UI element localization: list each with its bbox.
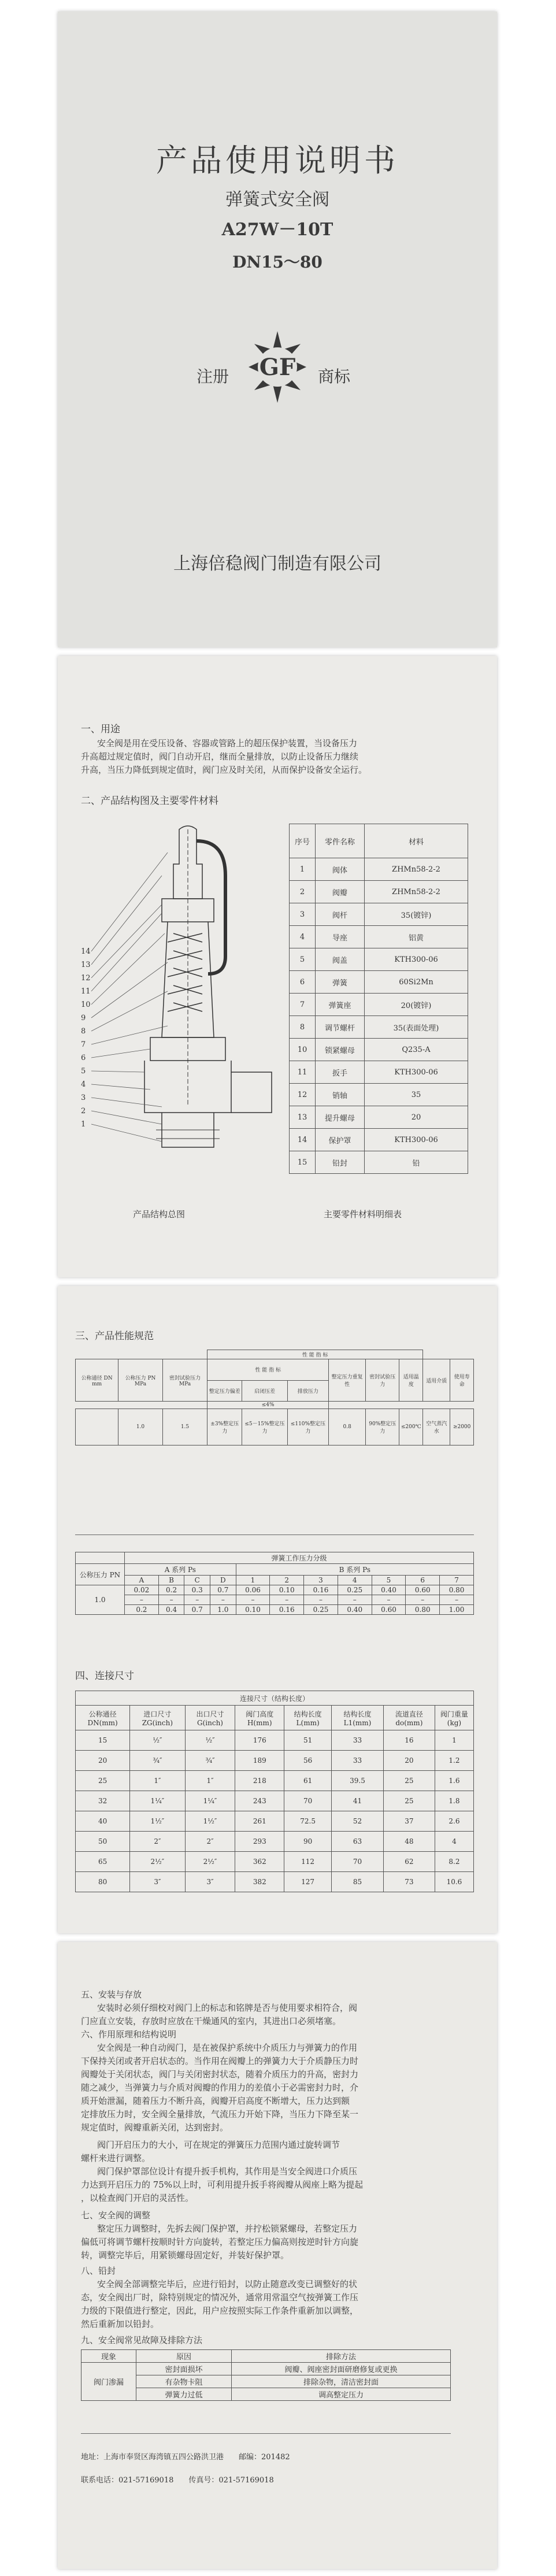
spring-low-cell: 0.16 — [304, 1585, 338, 1595]
performance-table — [75, 1350, 474, 1445]
dim-col-header: 公称通径 DN(mm) — [76, 1706, 130, 1730]
page-installation — [58, 1942, 497, 2569]
spring-low-cell: 0.02 — [125, 1585, 159, 1595]
spring-col: 7 — [440, 1576, 474, 1585]
dim-cell: 25 — [76, 1771, 130, 1791]
diagram-number: 6 — [81, 1054, 86, 1062]
logo-text: GF — [259, 354, 296, 381]
dim-cell: 1.2 — [435, 1751, 473, 1771]
parts-cell: 铝黄 — [365, 926, 468, 948]
dim-cell: 10.6 — [435, 1872, 473, 1892]
parts-cell: 调节螺杆 — [316, 1016, 365, 1039]
fault-col-header: 原因 — [136, 2350, 232, 2363]
spring-high-cell: 0.16 — [270, 1605, 304, 1615]
fault-remedy: 调高整定压力 — [232, 2388, 451, 2401]
dim-row — [76, 1852, 474, 1872]
perf-cell — [76, 1409, 118, 1445]
dim-row — [76, 1730, 474, 1751]
spring-high-cell: 0.4 — [158, 1605, 184, 1615]
perf-col: 整定压力重复性 — [329, 1359, 366, 1402]
perf-col: 整定压力偏差 — [207, 1380, 242, 1402]
series-b-label: B 系列 Ps — [236, 1564, 473, 1576]
fault-col-header: 现象 — [81, 2350, 136, 2363]
dim-row — [76, 1791, 474, 1811]
dim-cell: 51 — [284, 1730, 332, 1751]
page-performance — [58, 1286, 497, 1933]
section-6-line: 螺杆来进行调整。 — [81, 2153, 151, 2163]
dim-cell: 70 — [332, 1852, 384, 1872]
dim-cell: 2.6 — [435, 1811, 473, 1832]
dim-cell: 33 — [332, 1730, 384, 1751]
parts-col-header: 序号 — [290, 824, 316, 858]
parts-cell: Q235-A — [365, 1039, 468, 1061]
section-1-line: 升高超过规定值时，阀门自动开启，继而全量排放，以防止设备压力继续 — [81, 751, 359, 762]
parts-cell: 提升螺母 — [316, 1106, 365, 1129]
parts-cell: 15 — [290, 1151, 316, 1174]
diagram-number: 8 — [81, 1027, 86, 1036]
dimension-table-title: 连接尺寸（结构长度） — [76, 1691, 474, 1706]
perf-sub-extra: ≤4% — [207, 1402, 329, 1409]
parts-cell: 弹簧座 — [316, 994, 365, 1016]
dim-cell: 20 — [76, 1751, 130, 1771]
perf-cell: 1.5 — [162, 1409, 207, 1445]
dim-col-header: 结构长度 L1(mm) — [332, 1706, 384, 1730]
dim-cell: 1¼″ — [185, 1791, 235, 1811]
dim-cell: 48 — [383, 1832, 435, 1852]
dim-cell: 25 — [383, 1791, 435, 1811]
parts-cell: 保护罩 — [316, 1129, 365, 1151]
diagram-number: 12 — [81, 974, 91, 983]
section-8-title: 八、铅封 — [81, 2266, 116, 2276]
spring-col: 2 — [270, 1576, 304, 1585]
spring-dash: – — [406, 1595, 440, 1605]
section-6-line: ，以检查阀门开启的灵活性。 — [81, 2193, 194, 2203]
perf-col: 适用介质 — [423, 1359, 450, 1402]
dim-row — [76, 1751, 474, 1771]
spring-low-cell: 0.40 — [372, 1585, 406, 1595]
dim-row — [76, 1832, 474, 1852]
dim-cell: 90 — [284, 1832, 332, 1852]
section-5-title: 五、安装与存放 — [81, 1989, 142, 2000]
dim-cell: 20 — [383, 1751, 435, 1771]
parts-row — [290, 1039, 468, 1061]
parts-cell: 阀杆 — [316, 903, 365, 926]
divider — [81, 2433, 451, 2434]
parts-cell: 60Si2Mn — [365, 971, 468, 994]
spring-dash: – — [210, 1595, 236, 1605]
dim-cell: 39.5 — [332, 1771, 384, 1791]
spring-low-cell: 0.3 — [184, 1585, 210, 1595]
spring-low-cell: 0.06 — [236, 1585, 270, 1595]
spring-high-cell: 0.60 — [372, 1605, 406, 1615]
diagram-number: 9 — [81, 1014, 86, 1022]
perf-col: 密封试验压力 — [366, 1359, 399, 1402]
spring-low-cell: 0.2 — [158, 1585, 184, 1595]
dim-cell: 1¼″ — [130, 1791, 185, 1811]
dim-cell: 1.6 — [435, 1771, 473, 1791]
dim-cell: 3″ — [185, 1872, 235, 1892]
spring-dash: – — [304, 1595, 338, 1605]
fault-cause: 密封面损坏 — [136, 2363, 232, 2375]
dim-cell: 37 — [383, 1811, 435, 1832]
parts-row — [290, 1106, 468, 1129]
section-1-line: 升高，当压力降低到规定值时，阀门应及时关闭，从而保护设备安全运行。 — [81, 765, 368, 775]
dim-cell: 8.2 — [435, 1852, 473, 1872]
dim-cell: 112 — [284, 1852, 332, 1872]
parts-cell: ZHMn58-2-2 — [365, 881, 468, 903]
cover-company: 上海倍稳阀门制造有限公司 — [173, 554, 381, 574]
perf-cell: 空气蒸汽水 — [423, 1409, 450, 1445]
section-6-line: 规定值时，阀瓣重新关闭，达到密封。 — [81, 2122, 229, 2133]
section-1-title: 一、用途 — [81, 724, 120, 735]
perf-col: 启闭压差 — [242, 1380, 288, 1402]
parts-col-header: 材料 — [365, 824, 468, 858]
parts-cell: 35(镀锌) — [365, 903, 468, 926]
section-6-line: 力达到开启压力的 75%以上时，可利用提升扳手将阀瓣从阀座上略为提起 — [81, 2180, 364, 2190]
fault-table — [81, 2349, 451, 2401]
fault-col-header: 排除方法 — [232, 2350, 451, 2363]
parts-row — [290, 1016, 468, 1039]
dim-row — [76, 1872, 474, 1892]
dim-cell: 1.8 — [435, 1791, 473, 1811]
dim-col-header: 出口尺寸 G(inch) — [185, 1706, 235, 1730]
address: 地址：上海市奉贤区海湾镇五四公路洪卫港 邮编：201482 — [81, 2453, 290, 2462]
dim-cell: 1½″ — [185, 1811, 235, 1832]
dim-cell: 1½″ — [130, 1811, 185, 1832]
dim-cell: 1″ — [185, 1771, 235, 1791]
parts-cell: 铅封 — [316, 1151, 365, 1174]
perf-header-main: 性 能 指 标 — [207, 1350, 423, 1359]
diagram-number: 4 — [81, 1080, 86, 1089]
perf-cell: 1.0 — [118, 1409, 162, 1445]
parts-table-caption: 主要零件材料明细表 — [324, 1209, 402, 1220]
dim-cell: ¾″ — [130, 1751, 185, 1771]
valve-structure-drawing — [81, 818, 301, 1188]
parts-cell: 阀盖 — [316, 948, 365, 971]
parts-cell: 11 — [290, 1061, 316, 1084]
spring-col: 1 — [236, 1576, 270, 1585]
parts-cell: 1 — [290, 858, 316, 881]
dim-cell: 85 — [332, 1872, 384, 1892]
parts-col-header: 零件名称 — [316, 824, 365, 858]
cover-registered: 注册 — [197, 367, 229, 386]
perf-cell: ≤110%整定压力 — [287, 1409, 328, 1445]
section-6-line: 质开始泄漏，随着压力不断升高，阀瓣开启高度不断增大，压力达到额 — [81, 2096, 350, 2106]
dim-cell: 218 — [235, 1771, 284, 1791]
parts-cell: 3 — [290, 903, 316, 926]
dim-col-header: 进口尺寸 ZG(inch) — [130, 1706, 185, 1730]
dim-cell: 50 — [76, 1832, 130, 1852]
dim-cell: 70 — [284, 1791, 332, 1811]
spring-low-cell: 0.10 — [270, 1585, 304, 1595]
dim-cell: 176 — [235, 1730, 284, 1751]
parts-row — [290, 1151, 468, 1174]
spring-dash: – — [270, 1595, 304, 1605]
cover-model: A27W－10T — [221, 220, 333, 240]
parts-cell: 12 — [290, 1084, 316, 1106]
section-5-line: 安装时必须仔细校对阀门上的标志和铭牌是否与使用要求相符合，阀 — [97, 2003, 358, 2013]
parts-cell: 6 — [290, 971, 316, 994]
parts-cell: 7 — [290, 994, 316, 1016]
fault-phenomenon: 阀门渗漏 — [81, 2363, 136, 2401]
parts-row — [290, 881, 468, 903]
perf-cell: 90%整定压力 — [366, 1409, 399, 1445]
section-6-line: 安全阀是一种自动阀门，是在被保护系统中介质压力与弹簧力的作用 — [97, 2043, 358, 2053]
diagram-number: 10 — [81, 1000, 91, 1009]
dim-cell: 80 — [76, 1872, 130, 1892]
spring-col: 4 — [338, 1576, 372, 1585]
parts-row — [290, 1061, 468, 1084]
spring-low-cell: 0.80 — [440, 1585, 474, 1595]
dim-cell: 62 — [383, 1852, 435, 1872]
fault-cause: 有杂物卡阻 — [136, 2375, 232, 2388]
dim-cell: 41 — [332, 1791, 384, 1811]
parts-cell: 销轴 — [316, 1084, 365, 1106]
parts-table — [289, 824, 468, 1174]
spring-dash: – — [372, 1595, 406, 1605]
perf-cell: 0.8 — [329, 1409, 366, 1445]
dim-cell: 382 — [235, 1872, 284, 1892]
dim-cell: 40 — [76, 1811, 130, 1832]
section-2-title: 二、产品结构图及主要零件材料 — [81, 795, 218, 807]
spring-low-cell: 0.25 — [338, 1585, 372, 1595]
fault-remedy: 排除杂物，清洁密封面 — [232, 2375, 451, 2388]
diagram-caption: 产品结构总图 — [133, 1209, 186, 1220]
section-6-line: 随之减少，当弹簧力与介质对阀瓣的作用力的差值小于必需密封力时，介 — [81, 2082, 359, 2093]
parts-row — [290, 948, 468, 971]
spring-dash: – — [158, 1595, 184, 1605]
perf-col: 公称压力 PN MPa — [118, 1359, 162, 1402]
dim-cell: 2½″ — [185, 1852, 235, 1872]
section-7-line: 偏低可将调节螺杆按顺时针方向旋转，若整定压力偏高则按逆时针方向旋 — [81, 2237, 359, 2247]
perf-col: 排放压力 — [287, 1380, 328, 1402]
dim-cell: 3″ — [130, 1872, 185, 1892]
diagram-number: 5 — [81, 1067, 86, 1076]
diagram-number: 14 — [81, 947, 91, 956]
parts-cell: 铅 — [365, 1151, 468, 1174]
parts-cell: 弹簧 — [316, 971, 365, 994]
spring-dash: – — [236, 1595, 270, 1605]
spring-col: B — [158, 1576, 184, 1585]
perf-cell: ≤5－15%整定压力 — [242, 1409, 288, 1445]
parts-row — [290, 971, 468, 994]
perf-cell: ±3%整定压力 — [207, 1409, 242, 1445]
parts-row — [290, 994, 468, 1016]
section-6-title: 六、作用原理和结构说明 — [81, 2029, 177, 2040]
parts-row — [290, 1129, 468, 1151]
spring-col: C — [184, 1576, 210, 1585]
dim-cell: 33 — [332, 1751, 384, 1771]
spring-col: 3 — [304, 1576, 338, 1585]
spring-low-cell: 0.7 — [210, 1585, 236, 1595]
section-6-line: 下保持关闭或者开启状态的。当作用在阀瓣上的弹簧力大于介质静压力时 — [81, 2056, 359, 2066]
spring-high-cell: 1.0 — [210, 1605, 236, 1615]
spring-high-cell: 0.2 — [125, 1605, 159, 1615]
perf-col: 密封试验压力 MPa — [162, 1359, 207, 1402]
dim-cell: 52 — [332, 1811, 384, 1832]
spring-col: D — [210, 1576, 236, 1585]
parts-cell: 锁紧螺母 — [316, 1039, 365, 1061]
dim-cell: 56 — [284, 1751, 332, 1771]
cover-trademark: 商标 — [318, 367, 351, 386]
parts-row — [290, 903, 468, 926]
spring-high-cell: 1.00 — [440, 1605, 474, 1615]
dim-cell: 16 — [383, 1730, 435, 1751]
dim-cell: 362 — [235, 1852, 284, 1872]
dim-cell: 243 — [235, 1791, 284, 1811]
cover-subtitle: 弹簧式安全阀 — [225, 190, 329, 210]
dim-row — [76, 1771, 474, 1791]
perf-header-sub: 性 能 指 标 — [207, 1359, 329, 1381]
fault-cause: 弹簧力过低 — [136, 2388, 232, 2401]
spring-pn-value: 1.0 — [76, 1585, 125, 1615]
dim-cell: 2″ — [185, 1832, 235, 1852]
dim-cell: 261 — [235, 1811, 284, 1832]
section-6-line: 定排放压力时，安全阀全量排放，气流压力开始下降，当压力下降至某一 — [81, 2109, 359, 2119]
dim-cell: 2½″ — [130, 1852, 185, 1872]
spring-high-cell: 0.40 — [338, 1605, 372, 1615]
dim-col-header: 结构长度 L(mm) — [284, 1706, 332, 1730]
dim-cell: 65 — [76, 1852, 130, 1872]
parts-row — [290, 1084, 468, 1106]
parts-cell: 20 — [365, 1106, 468, 1129]
spring-dash: – — [125, 1595, 159, 1605]
spring-pressure-table — [75, 1552, 474, 1615]
diagram-number: 11 — [81, 987, 91, 996]
parts-cell: 35 — [365, 1084, 468, 1106]
dim-col-header: 阀门高度 H(mm) — [235, 1706, 284, 1730]
section-7-title: 七、安全阀的调整 — [81, 2210, 151, 2221]
dim-cell: 15 — [76, 1730, 130, 1751]
dim-cell: 1 — [435, 1730, 473, 1751]
perf-cell: ≤200℃ — [399, 1409, 423, 1445]
parts-row — [290, 858, 468, 881]
dim-cell: 127 — [284, 1872, 332, 1892]
dim-cell: 189 — [235, 1751, 284, 1771]
section-8-line: 力级的下限值进行整定，因此，用户应按照实际工作条件重新加以调整， — [81, 2306, 359, 2316]
dimension-table — [75, 1691, 474, 1892]
dim-cell: 72.5 — [284, 1811, 332, 1832]
perf-col: 使用寿命 — [450, 1359, 474, 1402]
cover-page — [58, 12, 497, 647]
section-8-line: 态，安全阀出厂时，除特别规定的情况外，通常用常温空气按弹簧工作压 — [81, 2292, 359, 2303]
parts-cell: 导座 — [316, 926, 365, 948]
page-usage-structure — [58, 656, 497, 1277]
spring-high-cell: 0.7 — [184, 1605, 210, 1615]
parts-cell: KTH300-06 — [365, 948, 468, 971]
parts-cell: 阀瓣 — [316, 881, 365, 903]
dim-cell: 25 — [383, 1771, 435, 1791]
diagram-number: 2 — [81, 1107, 86, 1115]
diagram-number: 7 — [81, 1040, 86, 1049]
section-9-title: 九、安全阀常见故障及排除方法 — [81, 2335, 203, 2345]
spring-dash: – — [440, 1595, 474, 1605]
parts-cell: 2 — [290, 881, 316, 903]
dim-row — [76, 1811, 474, 1832]
dim-cell: 4 — [435, 1832, 473, 1852]
spring-high-cell: 0.25 — [304, 1605, 338, 1615]
dim-col-header: 阀门重量 (kg) — [435, 1706, 473, 1730]
parts-cell: 20(镀锌) — [365, 994, 468, 1016]
series-a-label: A 系列 Ps — [125, 1564, 236, 1576]
dim-cell: 61 — [284, 1771, 332, 1791]
dim-col-header: 流道直径 do(mm) — [383, 1706, 435, 1730]
dim-cell: 1″ — [130, 1771, 185, 1791]
spring-table-title: 弹簧工作压力分级 — [125, 1552, 474, 1564]
parts-cell: 13 — [290, 1106, 316, 1129]
perf-cell: ≥2000 — [450, 1409, 474, 1445]
cover-dn-range: DN15～80 — [232, 253, 323, 272]
section-8-line: 然后重新加以铅封。 — [81, 2319, 160, 2329]
parts-cell: 扳手 — [316, 1061, 365, 1084]
dim-cell: 63 — [332, 1832, 384, 1852]
spring-dash: – — [338, 1595, 372, 1605]
spring-dash: – — [184, 1595, 210, 1605]
spring-low-cell: 0.60 — [406, 1585, 440, 1595]
parts-cell: 8 — [290, 1016, 316, 1039]
spring-col: 5 — [372, 1576, 406, 1585]
section-7-line: 整定压力调整时，先拆去阀门保护罩，并拧松锁紧螺母，若整定压力 — [97, 2223, 358, 2234]
spring-pn-label: 公称压力 PN — [76, 1564, 125, 1585]
dim-cell: 73 — [383, 1872, 435, 1892]
parts-cell: 35(表面处理) — [365, 1016, 468, 1039]
parts-cell: KTH300-06 — [365, 1061, 468, 1084]
section-5-line: 门应直立安装，存放时应放在干燥通风的室内，其进出口必须堵塞。 — [81, 2016, 342, 2026]
parts-cell: 4 — [290, 926, 316, 948]
trademark-logo — [237, 327, 318, 407]
perf-col: 适用温度 — [399, 1359, 423, 1402]
spring-col: 6 — [406, 1576, 440, 1585]
spring-high-cell: 0.80 — [406, 1605, 440, 1615]
diagram-number: 13 — [81, 961, 91, 969]
section-8-line: 安全阀全部调整完毕后，应进行铅封，以防止随意改变已调整好的状 — [97, 2279, 358, 2289]
dim-cell: ¾″ — [185, 1751, 235, 1771]
parts-cell: 10 — [290, 1039, 316, 1061]
section-4-title: 四、连接尺寸 — [75, 1670, 134, 1682]
dim-cell: ½″ — [130, 1730, 185, 1751]
parts-cell: ZHMn58-2-2 — [365, 858, 468, 881]
perf-row — [76, 1409, 474, 1445]
dim-cell: 293 — [235, 1832, 284, 1852]
cover-title: 产品使用说明书 — [156, 142, 399, 179]
section-3-title: 三、产品性能规范 — [75, 1330, 154, 1342]
parts-cell: KTH300-06 — [365, 1129, 468, 1151]
contact: 联系电话：021-57169018 传真号：021-57169018 — [81, 2476, 274, 2485]
parts-cell: 5 — [290, 948, 316, 971]
dim-cell: ½″ — [185, 1730, 235, 1751]
spring-high-cell: 0.10 — [236, 1605, 270, 1615]
diagram-number: 1 — [81, 1120, 86, 1129]
parts-cell: 14 — [290, 1129, 316, 1151]
section-1-line: 安全阀是用在受压设备、容器或管路上的超压保护装置，当设备压力 — [97, 738, 358, 748]
dim-cell: 2″ — [130, 1832, 185, 1852]
section-6-line: 阀门保护罩部位设计有提升扳手机构，其作用是当安全阀进口介质压 — [97, 2166, 358, 2177]
diagram-number: 3 — [81, 1094, 86, 1102]
dim-cell: 32 — [76, 1791, 130, 1811]
perf-col: 公称通径 DN mm — [76, 1359, 118, 1402]
parts-cell: 阀体 — [316, 858, 365, 881]
parts-row — [290, 926, 468, 948]
spring-col: A — [125, 1576, 159, 1585]
section-7-line: 转，调整完毕后，用紧锁螺母固定好，并装好保护罩。 — [81, 2250, 290, 2260]
fault-remedy: 阀瓣、阀座密封面研磨修复或更换 — [232, 2363, 451, 2375]
section-6-line: 阀门开启压力的大小，可在规定的弹簧压力范围内通过旋转调节 — [97, 2140, 340, 2150]
section-6-line: 阀瓣处于关闭状态，阀门与关闭密封状态，随着介质压力的升高，密封力 — [81, 2069, 359, 2080]
